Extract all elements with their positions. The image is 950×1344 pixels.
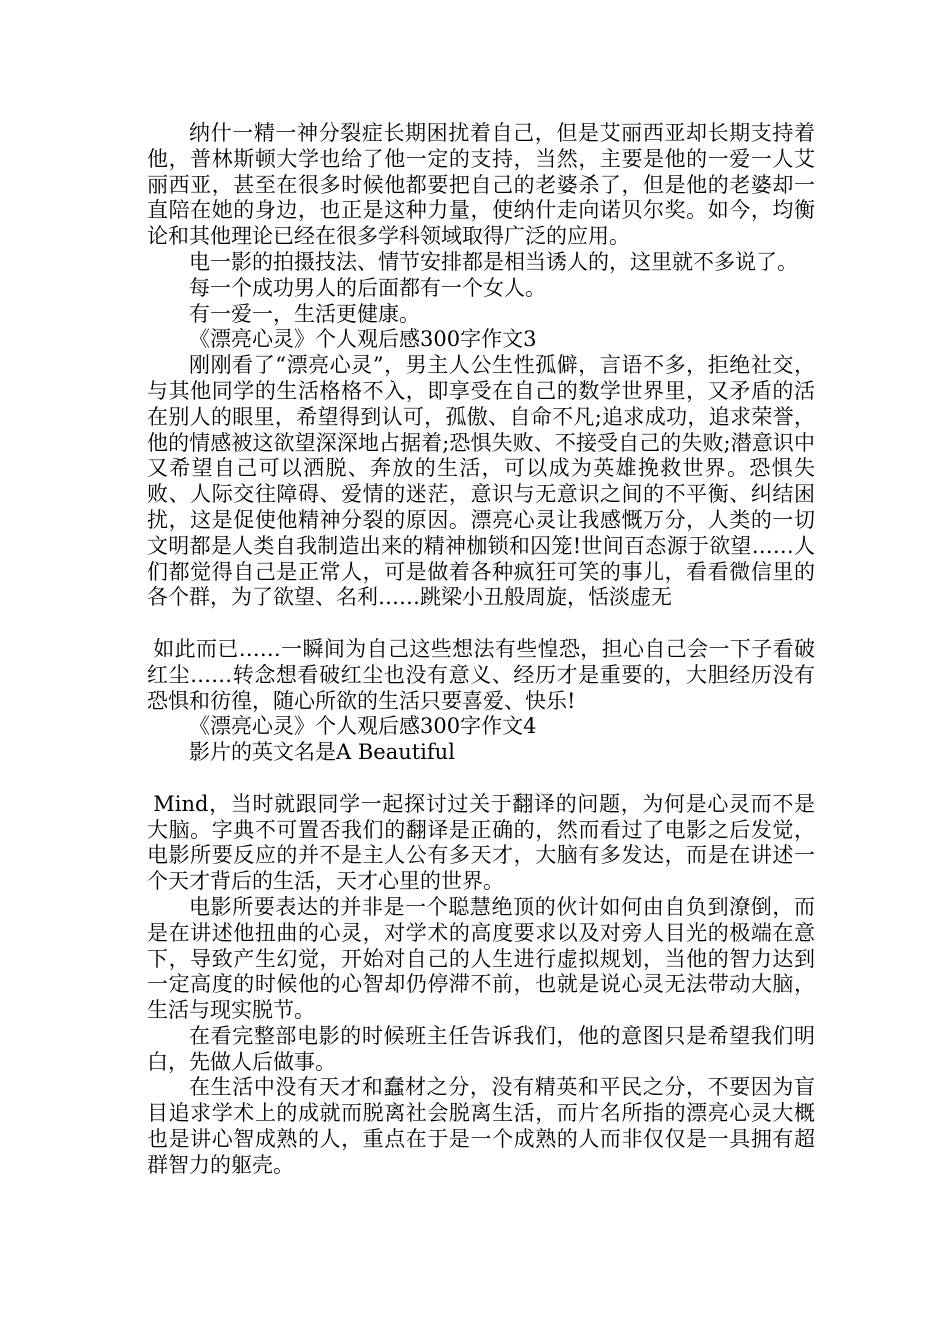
paragraph: 影片的英文名是A Beautiful [189,740,455,765]
paragraph: 在生活中没有天才和蠢材之分，没有精英和平民之分，不要因为盲目追求学术上的成就而脱离社会脱离生活，而片名所指的漂亮心灵大概也是讲心智成熟的人，重点在于是一个成熟的人而非仅仅是一具拥有超群智力的躯壳。 [147,1075,815,1177]
paragraph: 每一个成功男人的后面都有一个女人。 [189,275,546,300]
paragraph: 纳什一精一神分裂症长期困扰着自己，但是艾丽西亚却长期支持着他，普林斯顿大学也给了他一定的支持，当然，主要是他的一爱一人艾丽西亚，甚至在很多时候他都要把自己的老婆杀了，但是他的老婆却一直陪在她的身边，也正是这种力量，使纳什走向诺贝尔奖。如今，均衡论和其他理论已经在很多学科领域取得广泛的应用。 [147,121,815,249]
paragraph: 在看完整部电影的时候班主任告诉我们，他的意图只是希望我们明白，先做人后做事。 [147,1023,815,1074]
paragraph-gap [147,611,815,637]
paragraph: 刚刚看了“漂亮心灵”，男主人公生性孤僻，言语不多，拒绝社交，与其他同学的生活格格不入，即享受在自己的数学世界里，又矛盾的活在别人的眼里，希望得到认可，孤傲、自命不凡;追求成功，追求荣誉，他的情感被这欲望深深地占据着;恐惧失败、不接受自己的失败;潜意识中又希望自己可以洒脱、奔放的生活，可以成为英雄挽救世界。恐惧失败、人际交往障碍、爱情的迷茫，意识与无意识之间的不平衡、纠结困扰，这是促使他精神分裂的原因。漂亮心灵让我感慨万分，人类的一切文明都是人类自我制造出来的精神枷锁和囚笼!世间百态源于欲望……人们都觉得自己是正常人，可是做着各种疯狂可笑的事儿，看看微信里的各个群，为了欲望、名利……跳梁小丑般周旋，恬淡虚无 [147,353,815,610]
paragraph: 有一爱一，生活更健康。 [189,301,420,326]
paragraph: Mind，当时就跟同学一起探讨过关于翻译的问题，为何是心灵而不是大脑。字典不可置否我们的翻译是正确的，然而看过了电影之后发觉，电影所要反应的并不是主人公有多天才，大脑有多发达，而是在讲述一个天才背后的生活，天才心里的世界。 [147,791,815,894]
paragraph: 电一影的拍摄技法、情节安排都是相当诱人的，这里就不多说了。 [189,249,798,274]
document-page [147,121,815,1179]
paragraph-gap [147,766,815,792]
paragraph: 如此而已……一瞬间为自己这些想法有些惶恐，担心自己会一下子看破红尘……转念想看破红尘也没有意义、经历才是重要的，大胆经历没有恐惧和彷徨，随心所欲的生活只要喜爱、快乐! [147,636,815,713]
section-heading: 《漂亮心灵》个人观后感300字作文3 [189,327,537,352]
paragraph: 电影所要表达的并非是一个聪慧绝顶的伙计如何由自负到潦倒，而是在讲述他扭曲的心灵，对学术的高度要求以及对旁人目光的极端在意下，导致产生幻觉，开始对自己的人生进行虚拟规划，当他的智力达到一定高度的时候他的心智却仍停滞不前，也就是说心灵无法带动大脑，生活与现实脱节。 [147,894,815,1023]
section-heading: 《漂亮心灵》个人观后感300字作文4 [189,714,537,739]
